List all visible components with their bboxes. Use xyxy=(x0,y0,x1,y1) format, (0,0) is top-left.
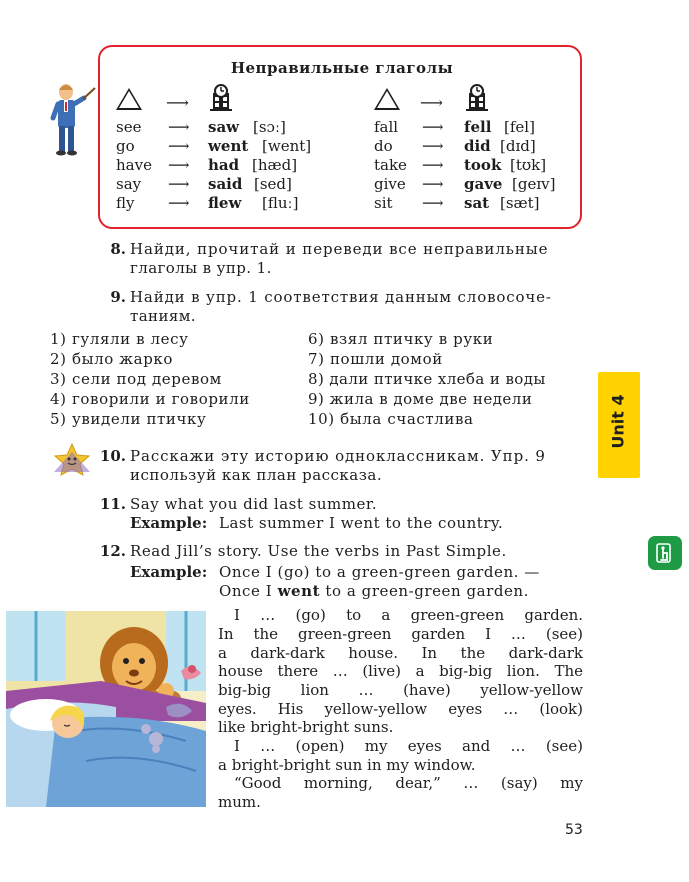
verb-transcription: [went] xyxy=(262,137,312,155)
verb-past: said xyxy=(208,175,243,193)
arrow-icon: ⟶ xyxy=(166,93,189,112)
list-item: 2) было жарко xyxy=(50,350,174,368)
exercise-12 xyxy=(0,542,690,602)
verb-base: fly xyxy=(116,194,135,212)
interactive-button[interactable] xyxy=(648,536,682,570)
verb-row xyxy=(116,118,336,137)
past-clock-tower-icon xyxy=(464,83,490,111)
verb-past: fell xyxy=(464,118,492,136)
arrow-icon: ⟶ xyxy=(420,93,443,112)
hand-pointer-icon xyxy=(648,536,682,570)
exercise-8 xyxy=(0,240,690,280)
verb-transcription: [sɔː] xyxy=(253,118,286,136)
verb-row xyxy=(374,156,574,175)
verb-base: do xyxy=(374,137,393,155)
verb-row xyxy=(374,137,574,156)
story-line: eyes. His yellow-yellow eyes … (look) xyxy=(218,700,583,718)
example-answer: went xyxy=(277,582,321,600)
verb-transcription: [tʊk] xyxy=(510,156,547,174)
verb-transcription: [fel] xyxy=(504,118,535,136)
verb-past: did xyxy=(464,137,491,155)
exercise-number: 8. xyxy=(110,240,126,258)
present-triangle-icon xyxy=(116,88,142,110)
exercise-number: 11. xyxy=(99,495,126,513)
arrow-icon: ⟶ xyxy=(422,118,444,136)
verb-row xyxy=(374,118,574,137)
exercise-number: 10. xyxy=(99,447,126,465)
verbs-box-title: Неправильные глаголы xyxy=(230,59,454,77)
present-triangle-icon xyxy=(374,88,400,110)
verb-past: went xyxy=(208,137,249,155)
exercise-number: 9. xyxy=(110,288,126,306)
verb-past: gave xyxy=(464,175,503,193)
exercise-10 xyxy=(0,447,690,487)
exercise-text: Расскажи эту историю одноклассникам. Упр. 9 xyxy=(130,447,546,465)
unit-tab-label: Unit 4 xyxy=(608,394,628,449)
exercise-text: используй как план рассказа. xyxy=(130,466,383,484)
list-item: 1) гуляли в лесу xyxy=(50,330,189,348)
verb-transcription: [dɪd] xyxy=(500,137,536,155)
verb-base: give xyxy=(374,175,406,193)
example-text-pre: Once I xyxy=(219,582,278,600)
list-item: 5) увидели птичку xyxy=(50,410,207,428)
arrow-icon: ⟶ xyxy=(168,156,190,174)
irregular-verbs-box xyxy=(98,45,582,229)
list-item: 8) дали птичке хлеба и воды xyxy=(308,370,546,388)
arrow-icon: ⟶ xyxy=(168,137,190,155)
verb-base: fall xyxy=(374,118,399,136)
example-text xyxy=(219,582,529,601)
arrow-icon: ⟶ xyxy=(422,156,444,174)
arrow-icon: ⟶ xyxy=(422,175,444,193)
teacher-illustration xyxy=(50,82,98,156)
verb-row xyxy=(374,194,574,213)
arrow-icon: ⟶ xyxy=(422,194,444,212)
list-item: 9) жила в доме две недели xyxy=(308,390,533,408)
arrow-icon: ⟶ xyxy=(422,137,444,155)
list-item: 7) пошли домой xyxy=(308,350,443,368)
exercise-text: таниям. xyxy=(130,307,196,325)
example-text: Last summer I went to the country. xyxy=(219,514,504,532)
story-line: like bright-bright suns. xyxy=(218,718,394,736)
verb-row xyxy=(116,175,336,194)
story-illustration xyxy=(6,611,206,807)
verb-base: see xyxy=(116,118,142,136)
list-item: 6) взял птичку в руки xyxy=(308,330,494,348)
list-item: 4) говорили и говорили xyxy=(50,390,250,408)
arrow-icon: ⟶ xyxy=(168,118,190,136)
verb-base: have xyxy=(116,156,152,174)
example-label: Example: xyxy=(130,563,208,581)
verb-transcription: [hæd] xyxy=(252,156,298,174)
exercise-text: Say what you did last summer. xyxy=(130,495,378,513)
story-line: “Good morning, dear,” … (say) my xyxy=(234,774,583,792)
exercise-11 xyxy=(0,495,690,535)
exercise-text: Найди в упр. 1 соответствия данным словосоче- xyxy=(130,288,552,306)
exercise-text: глаголы в упр. 1. xyxy=(130,259,272,277)
verb-transcription: [sed] xyxy=(254,175,292,193)
exercise-text: Read Jill’s story. Use the verbs in Past Simple. xyxy=(130,542,507,560)
example-text: Once I (go) to a green-green garden. — xyxy=(219,563,540,581)
verb-row xyxy=(116,194,336,213)
example-label: Example: xyxy=(130,514,208,532)
verb-past: had xyxy=(208,156,240,174)
verb-base: say xyxy=(116,175,142,193)
verb-past: took xyxy=(464,156,502,174)
exercise-9 xyxy=(0,288,690,328)
verb-base: sit xyxy=(374,194,393,212)
verb-row xyxy=(374,175,574,194)
example-text-post: to a green-green garden. xyxy=(320,582,529,600)
verb-row xyxy=(116,137,336,156)
story-line: a dark-dark house. In the dark-dark xyxy=(218,644,583,662)
verb-transcription: [geɪv] xyxy=(512,175,556,193)
story-line: house there … (live) a big-big lion. The xyxy=(218,662,583,680)
verb-transcription: [sæt] xyxy=(500,194,540,212)
list-item: 3) сели под деревом xyxy=(50,370,222,388)
verb-past: flew xyxy=(208,194,242,212)
verb-past: sat xyxy=(464,194,490,212)
verb-base: go xyxy=(116,137,135,155)
past-clock-tower-icon xyxy=(208,83,234,111)
list-item: 10) была счастлива xyxy=(308,410,474,428)
story-line: big-big lion … (have) yellow-yellow xyxy=(218,681,583,699)
arrow-icon: ⟶ xyxy=(168,175,190,193)
story-line: mum. xyxy=(218,793,261,811)
arrow-icon: ⟶ xyxy=(168,194,190,212)
verb-transcription: [fluː] xyxy=(262,194,299,212)
story-line: In the green-green garden I … (see) xyxy=(218,625,583,643)
story-line: I … (go) to a green-green garden. xyxy=(234,606,583,624)
page-number: 53 xyxy=(565,822,583,838)
verb-past: saw xyxy=(208,118,240,136)
exercise-number: 12. xyxy=(99,542,126,560)
exercise-text: Найди, прочитай и переведи все неправильные xyxy=(130,240,549,258)
story-line: I … (open) my eyes and … (see) xyxy=(234,737,583,755)
story-line: a bright-bright sun in my window. xyxy=(218,756,476,774)
verb-row xyxy=(116,156,336,175)
verb-base: take xyxy=(374,156,407,174)
